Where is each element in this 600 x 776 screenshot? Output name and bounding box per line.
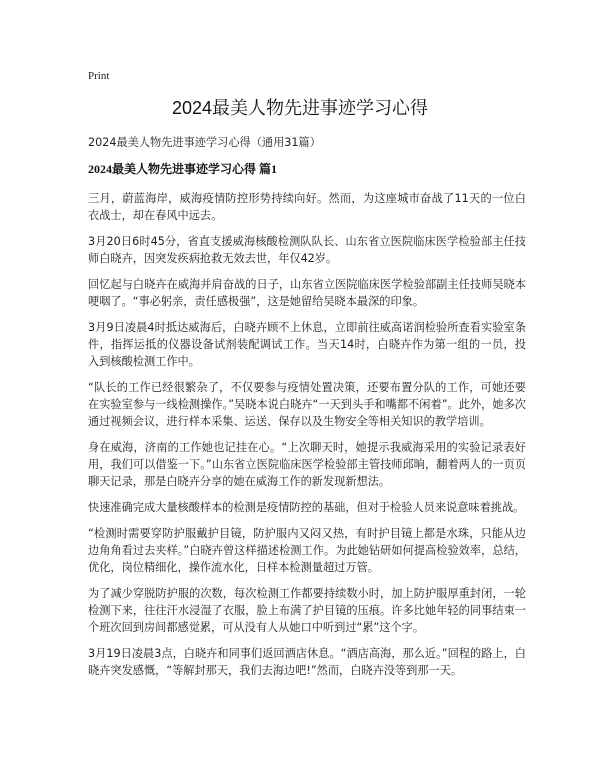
print-label[interactable]: Print	[88, 70, 110, 82]
paragraph: 身在威海，济南的工作她也记挂在心。“上次聊天时，她提示我威海采用的实验记录表好用，我们可以借鉴一下。”山东省立医院临床医学检验部主管技师邱晌，翻着两人的一页页聊天记录，那是白晓卉分享的她在威海工作的新发现新想法。	[88, 441, 526, 488]
paragraph: 回忆起与白晓卉在威海并肩奋战的日子，山东省立医院临床医学检验部副主任技师吴晓本哽咽了。“事必躬亲，责任感极强”，这是她留给吴晓本最深的印象。	[88, 278, 526, 308]
document-title: 2024最美人物先进事迹学习心得	[171, 98, 429, 118]
paragraph: 3月19日凌晨3点，白晓卉和同事们返回酒店休息。“酒店高海，那么近。”回程的路上，白晓卉突发感慨，“等解封那天，我们去海边吧!”然而，白晓卉没等到那一天。	[88, 647, 526, 677]
paragraph: “队长的工作已经很繁杂了，不仅要参与疫情处置决策，还要布置分队的工作，可她还要在实验室参与一线检测操作。”吴晓本说白晓卉“一天到头手和嘴都不闲着”。此外，她多次通过视频会议，进行样本采集、运送、保存以及生物安全等相关知识的教学培训。	[88, 381, 526, 428]
paragraph: “检测时需要穿防护服戴护目镜，防护服内又闷又热，有时护目镜上都是水珠，只能从边边角角看过去夹样。”白晓卉曾这样描述检测工作。为此她钻研如何提高检验效率，总结，优化，岗位精细化，操作流水化，日样本检测量超过万管。	[88, 527, 526, 574]
document-body	[88, 134, 526, 688]
document-subtitle: 2024最美人物先进事迹学习心得（通用31篇）	[88, 136, 321, 149]
paragraph: 3月9日凌晨4时抵达威海后，白晓卉顾不上休息，立即前往威高诺润检验所查看实验室条件，指挥运抵的仪器设备试剂装配调试工作。当天14时，白晓卉作为第一组的一员，投入到核酸检测工作中。	[88, 321, 526, 368]
paragraph: 三月，蔚蓝海岸，威海疫情防控形势持续向好。然而，为这座城市奋战了11天的一位白衣战士，却在春风中远去。	[88, 192, 526, 222]
paragraph: 为了减少穿脱防护服的次数，每次检测工作都要持续数小时，加上防护服厚重封闭，一轮检测下来，往往汗水浸湿了衣服，脸上布满了护目镜的压痕。许多比她年轻的同事结束一个班次回到房间都感觉累，可从没有人从她口中听到过“累”这个字。	[88, 587, 526, 634]
paragraph: 快速准确完成大量核酸样本的检测是疫情防控的基础，但对于检验人员来说意味着挑战。	[88, 501, 525, 514]
paragraph: 3月20日6时45分，省直支援威海核酸检测队队长、山东省立医院临床医学检验部主任技师白晓卉，因突发疾病抢救无效去世，年仅42岁。	[88, 235, 526, 265]
section-heading: 2024最美人物先进事迹学习心得 篇1	[88, 162, 278, 176]
